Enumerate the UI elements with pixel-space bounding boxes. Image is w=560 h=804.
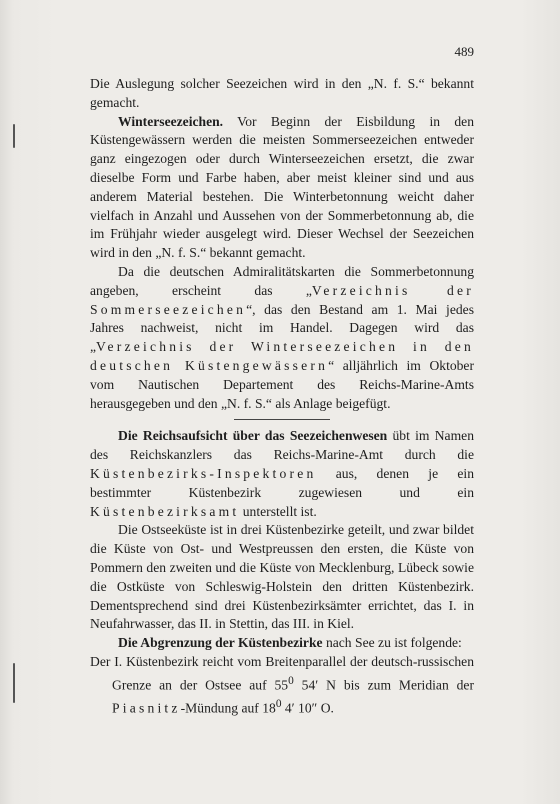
item-text-c: -Mündung auf 18: [180, 700, 276, 716]
heading-abgrenzung: Die Abgrenzung der Küstenbezirke: [118, 635, 323, 651]
list-item-bezirk-1: [90, 653, 474, 718]
spaced-title-sommerseezeichen: Verzeichnis der Sommerseezeichen: [90, 282, 474, 317]
paragraph-winterseezeichen: [90, 113, 474, 263]
text-body: [90, 75, 474, 718]
paragraph-2-text: Vor Beginn der Eisbildung in den Küstengewässern werden die meisten Sommerseezeichen entweder ganz eingezogen oder durch Winterseezeichen ersetzt, die zwar dieselbe Form und Farbe haben, aber meist kleiner sind und aus anderem Material bestehen. Die Winterbetonnung weicht daher vielfach in Anzahl und Aussehen von der Sommerbetonnung ab, die im Frühjahr wieder ausgelegt wird. Dieser Wechsel der Seezeichen wird in den „N. f. S.“ bekannt gemacht.: [90, 113, 474, 261]
section-divider: [234, 419, 330, 420]
degree-mark: 0: [275, 698, 282, 711]
paragraph-4-text-a: übt im Namen des Reichskanzlers das Reichs-Marine-Amt durch die: [90, 428, 474, 463]
spaced-term-kuestenbezirksamt: Küstenbezirksamt: [90, 503, 240, 519]
margin-mark-top: [13, 124, 15, 148]
paragraph-3-text-c: “ alljährlich im Oktober vom Nautischen Departement des Reichs-Marine-Amts herausgegeben und den „N. f. S.“ als Anlage beigefügt.: [90, 357, 474, 411]
item-text-d: 4′ 10″ O.: [281, 700, 334, 716]
paragraph-admiralitaetskarten: [90, 263, 474, 413]
degree-mark: 0: [288, 674, 294, 687]
spaced-title-winterseezeichen: Verzeichnis der Winterseezeichen in den deutschen Küstengewässern: [90, 339, 474, 373]
paragraph-5-text: Die Ostseeküste ist in drei Küstenbezirke geteilt, und zwar bildet die Küste von Ost- und Westpreussen den ersten, die Küste von Pommern den zweiten und die Küste von Mecklenburg, Lübeck sowie die Ostküste von Schleswig-Holstein den dritten Küstenbezirk. Dementsprechend sind drei Küstenbezirksämter errichtet, das I. in Neufahrwasser, das II. in Stettin, das III. in Kiel.: [90, 522, 474, 632]
paragraph-1-text: Die Auslegung solcher Seezeichen wird in den „N. f. S.“ bekannt gemacht.: [90, 76, 474, 110]
paragraph-abgrenzung: [90, 634, 474, 653]
paragraph-6-text: nach See zu ist folgende:: [322, 635, 462, 651]
heading-winterseezeichen: Winterseezeichen.: [118, 113, 224, 129]
margin-mark-bottom: [13, 663, 15, 703]
paragraph-1: [90, 75, 474, 113]
paragraph-ostseekueste: [90, 521, 474, 634]
item-text-b: 54′ N bis zum Meridian der: [293, 677, 474, 693]
page-number: 489: [454, 44, 474, 59]
item-text-a: Der I. Küstenbezirk reicht vom Breitenparallel der deutsch-russischen Grenze an der Ostsee auf 55: [90, 653, 474, 693]
paragraph-3-text-b: “, das den Bestand am 1. Mai jedes Jahres nachweist, nicht im Handel. Dagegen wird das „: [90, 301, 474, 355]
heading-reichsaufsicht: Die Reichsaufsicht über das Seezeichenwesen: [118, 428, 388, 444]
spaced-name-piasnitz: Piasnitz: [112, 700, 181, 716]
paragraph-3-text-a: Da die deutschen Admiralitätskarten die Sommerbetonnung angeben, erscheint das „: [90, 263, 474, 298]
paragraph-reichsaufsicht: [90, 427, 474, 521]
paragraph-4-text-c: unterstellt ist.: [239, 503, 317, 519]
paragraph-4-text-b: aus, denen je ein bestimmter Küstenbezirk zugewiesen und ein: [90, 465, 474, 500]
spaced-term-inspektoren: Küstenbezirks-Inspektoren: [90, 465, 317, 481]
